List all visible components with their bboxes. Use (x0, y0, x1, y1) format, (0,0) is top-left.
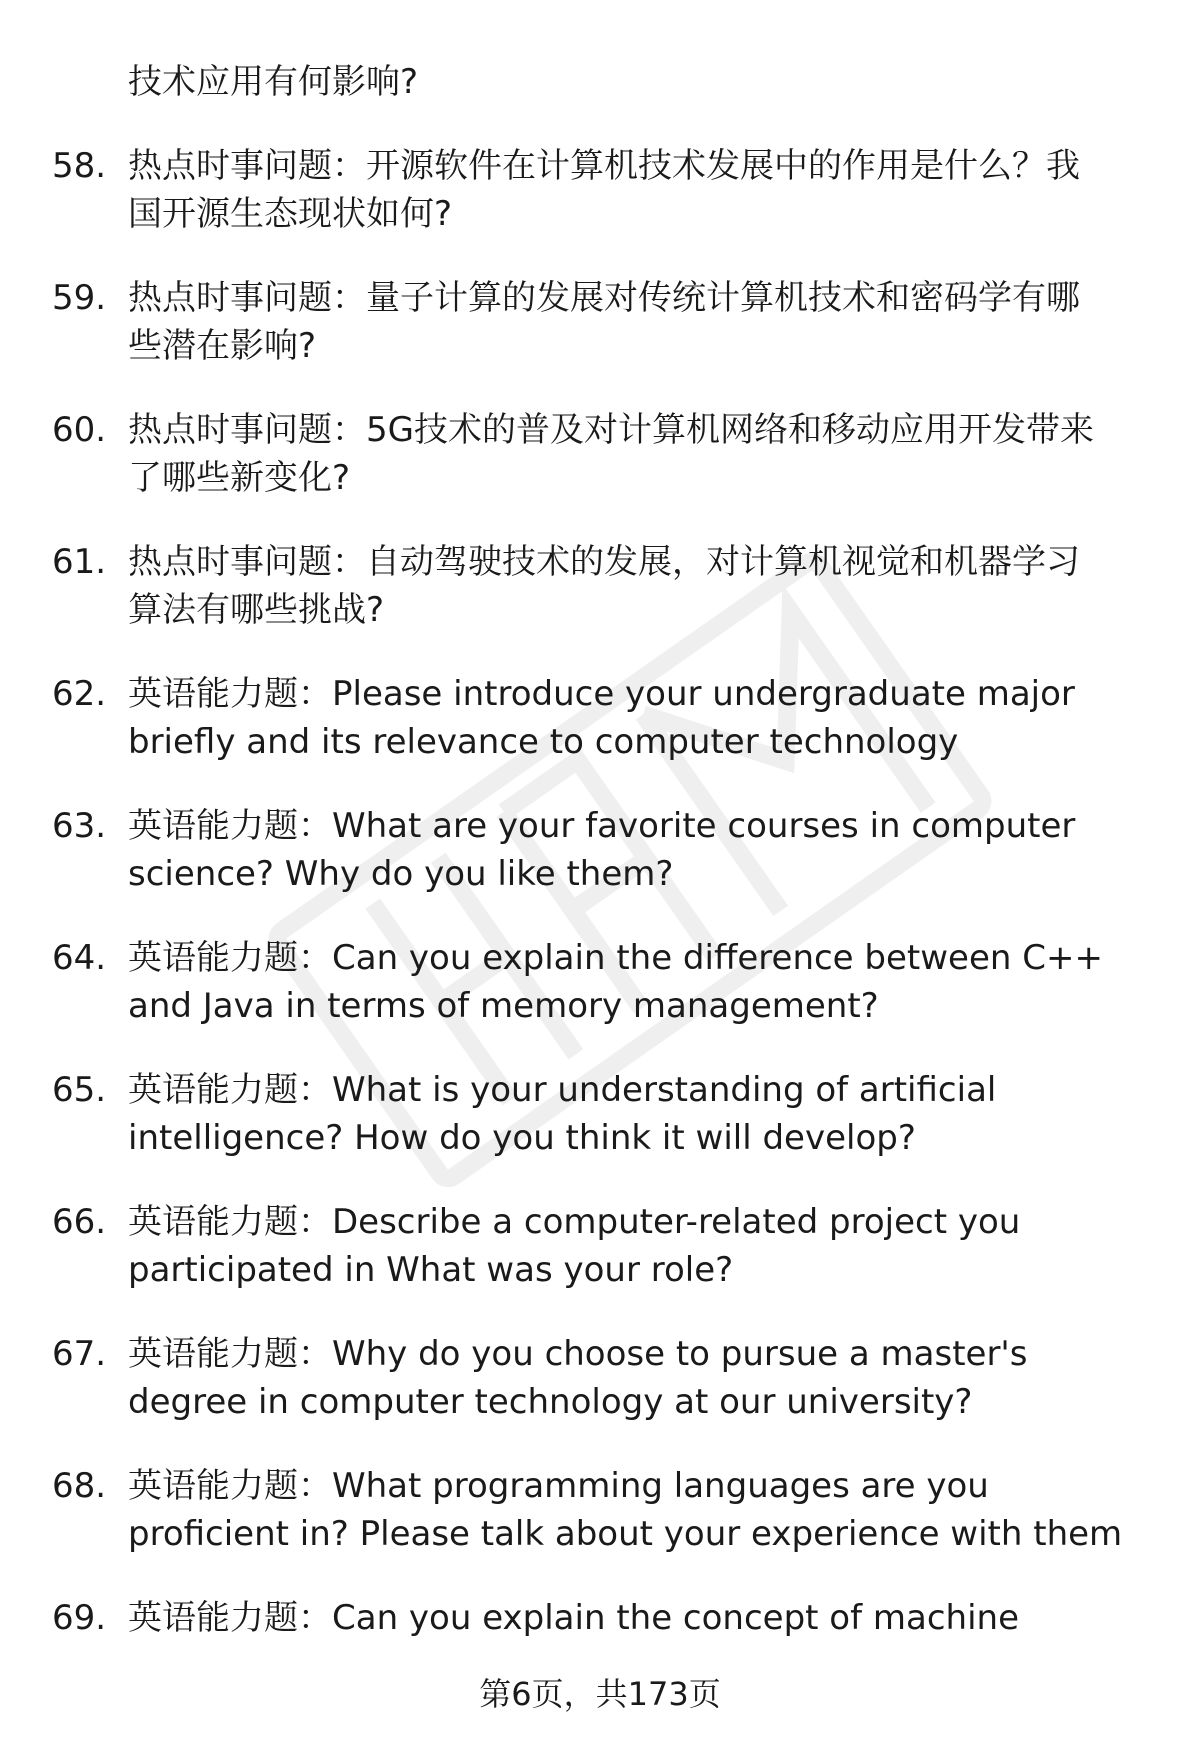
question-number: 69. (52, 1598, 107, 1638)
question-text (128, 1198, 1168, 1294)
question-item (0, 1330, 1200, 1462)
question-text (128, 274, 1168, 370)
question-item (0, 802, 1200, 934)
question-text-line: 英语能力题：Why do you choose to pursue a master's (128, 1334, 1028, 1374)
question-item (0, 142, 1200, 274)
question-text-line: degree in computer technology at our university? (128, 1382, 973, 1422)
question-text (128, 802, 1168, 898)
page-footer: 第6页，共173页 (479, 1675, 721, 1713)
question-number: 67. (52, 1334, 107, 1374)
question-text (128, 1462, 1168, 1558)
question-number: 60. (52, 410, 107, 450)
question-item (0, 538, 1200, 670)
question-text (128, 670, 1168, 766)
question-text-line: 了哪些新变化? (128, 458, 351, 498)
question-text-line: 英语能力题：What are your favorite courses in computer (128, 806, 1076, 846)
question-text-line: 英语能力题：Can you explain the difference between C++ (128, 938, 1103, 978)
question-text-line: 热点时事问题：量子计算的发展对传统计算机技术和密码学有哪 (128, 278, 1080, 318)
question-list (0, 142, 1200, 1726)
question-text-line: intelligence? How do you think it will develop? (128, 1118, 916, 1158)
question-number: 62. (52, 674, 107, 714)
question-item (0, 1198, 1200, 1330)
question-number: 63. (52, 806, 107, 846)
question-text (128, 1066, 1168, 1162)
question-item (0, 934, 1200, 1066)
question-text-line: 热点时事问题：开源软件在计算机技术发展中的作用是什么？我 (128, 146, 1080, 186)
question-text-line: 国开源生态现状如何? (128, 194, 453, 234)
question-number: 65. (52, 1070, 107, 1110)
question-text-line: 英语能力题：What is your understanding of artificial (128, 1070, 997, 1110)
question-number: 59. (52, 278, 107, 318)
continuation-line: 技术应用有何影响? (128, 62, 419, 102)
question-item (0, 274, 1200, 406)
question-item (0, 406, 1200, 538)
question-text (128, 1330, 1168, 1426)
question-text (128, 934, 1168, 1030)
question-number: 64. (52, 938, 107, 978)
question-item (0, 670, 1200, 802)
question-text-line: 算法有哪些挑战? (128, 590, 385, 630)
question-text-line: 些潜在影响? (128, 326, 317, 366)
question-text-line: and Java in terms of memory management? (128, 986, 879, 1026)
question-text (128, 406, 1168, 502)
question-text-line: proficient in? Please talk about your experience with them (128, 1514, 1123, 1554)
question-text-line: science? Why do you like them? (128, 854, 674, 894)
question-number: 68. (52, 1466, 107, 1506)
question-number: 66. (52, 1202, 107, 1242)
question-item (0, 1462, 1200, 1594)
question-text-line: 热点时事问题：5G技术的普及对计算机网络和移动应用开发带来 (128, 410, 1094, 450)
question-number: 61. (52, 542, 107, 582)
question-text-line: 英语能力题：Describe a computer-related project you (128, 1202, 1021, 1242)
question-text-line: 英语能力题：What programming languages are you (128, 1466, 989, 1506)
question-text-line: 热点时事问题：自动驾驶技术的发展，对计算机视觉和机器学习 (128, 542, 1080, 582)
question-text-line: participated in What was your role? (128, 1250, 734, 1290)
question-text-line: briefly and its relevance to computer technology (128, 722, 959, 762)
question-number: 58. (52, 146, 107, 186)
question-text (128, 538, 1168, 634)
question-text (128, 142, 1168, 238)
question-item (0, 1066, 1200, 1198)
question-text-line: 英语能力题：Please introduce your undergraduate major (128, 674, 1075, 714)
question-text (128, 1594, 1168, 1642)
question-text-line: 英语能力题：Can you explain the concept of machine (128, 1598, 1019, 1638)
